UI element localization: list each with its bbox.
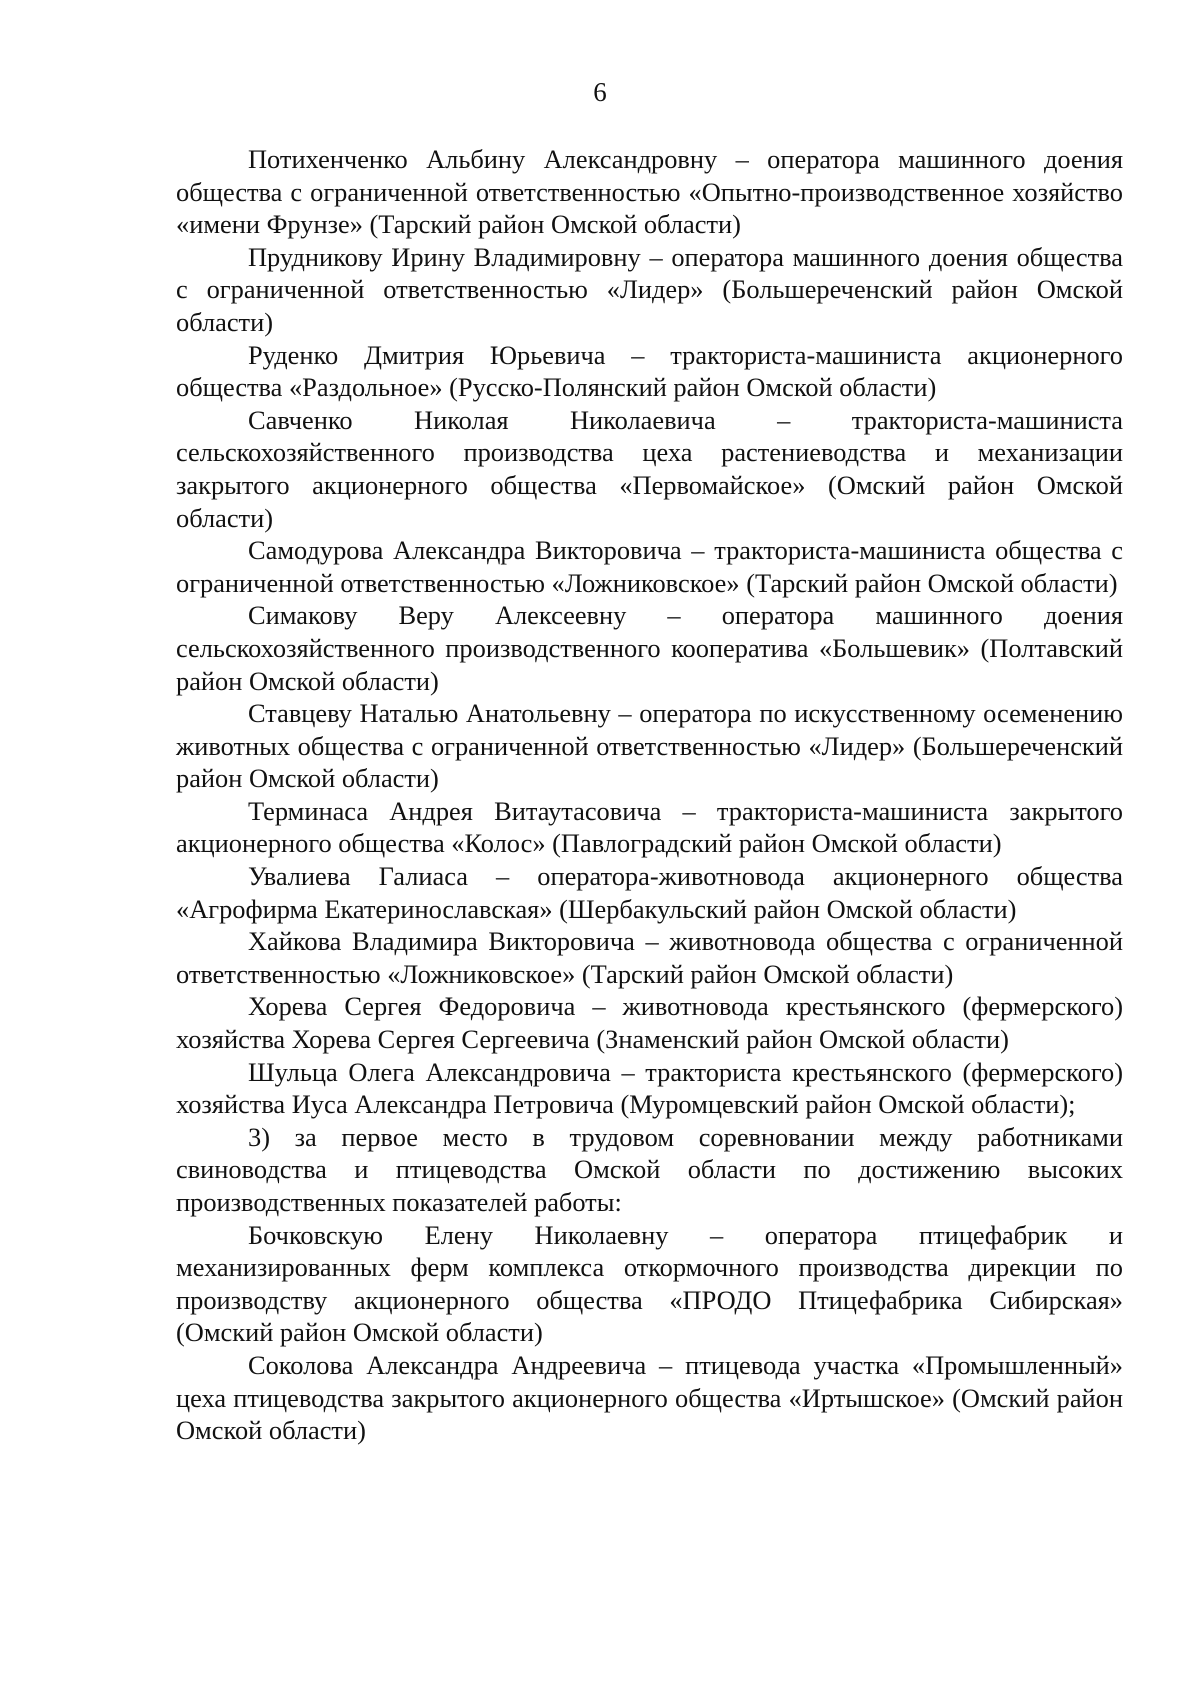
paragraph-11: Хорева Сергея Федоровича – животновода крестьянского (фермерского) хозяйства Хорева Сергея Сергеевича (Знаменский район Омской области) (176, 991, 1123, 1055)
paragraph-15: Соколова Александра Андреевича – птицевода участка «Промышленный» цеха птицеводства закрытого акционерного общества «Иртышское» (Омский район Омской области) (176, 1349, 1123, 1446)
document-body (176, 143, 1123, 1447)
paragraph-9: Увалиева Галиаса – оператора-животновода акционерного общества «Агрофирма Екатеринославская» (Шербакульский район Омской области) (176, 861, 1123, 924)
paragraph-10: Хайкова Владимира Викторовича – животновода общества с ограниченной ответственностью «Ложниковское» (Тарский район Омской области) (176, 926, 1123, 989)
paragraph-12: Шульца Олега Александровича – тракториста крестьянского (фермерского) хозяйства Иуса Александра Петровича (Муромцевский район Омской области); (176, 1056, 1123, 1120)
paragraph-2: Прудникову Ирину Владимировну – оператора машинного доения общества с ограниченной ответственностью «Лидер» (Большереченский район Омской области) (176, 241, 1123, 337)
paragraph-5: Самодурова Александра Викторовича – тракториста-машиниста общества с ограниченной ответственностью «Ложниковское» (Тарский район Омской области) (176, 535, 1123, 598)
paragraph-13: 3) за первое место в трудовом соревновании между работниками свиноводства и птицеводства Омской области по достижению высоких производственных показателей работы: (176, 1121, 1123, 1217)
paragraph-6: Симакову Веру Алексеевну – оператора машинного доения сельскохозяйственного производственного кооператива «Большевик» (Полтавский район Омской области) (176, 600, 1123, 696)
paragraph-3: Руденко Дмитрия Юрьевича – тракториста-машиниста акционерного общества «Раздольное» (Русско-Полянский район Омской области) (176, 339, 1123, 403)
paragraph-7: Ставцеву Наталью Анатольевну – оператора по искусственному осеменению животных общества с ограниченной ответственностью «Лидер» (Большереченский район Омской области) (176, 698, 1123, 794)
paragraph-8: Терминаса Андрея Витаутасовича – тракториста-машиниста закрытого акционерного общества «Колос» (Павлоградский район Омской области) (176, 795, 1123, 859)
paragraph-14: Бочковскую Елену Николаевну – оператора птицефабрик и механизированных ферм комплекса откормочного производства дирекции по производству акционерного общества «ПРОДО Птицефабрика Сибирская» (Омский район Омской области) (176, 1219, 1123, 1348)
paragraph-1: Потихенченко Альбину Александровну – оператора машинного доения общества с ограниченной ответственностью «Опытно-производственное хозяйство «имени Фрунзе» (Тарский район Омской области) (176, 144, 1123, 240)
paragraph-4: Савченко Николая Николаевича – тракториста-машиниста сельскохозяйственного производства цеха растениеводства и механизации закрытого акционерного общества «Первомайское» (Омский район Омской области) (176, 404, 1123, 533)
page-number: 6 (593, 77, 607, 107)
